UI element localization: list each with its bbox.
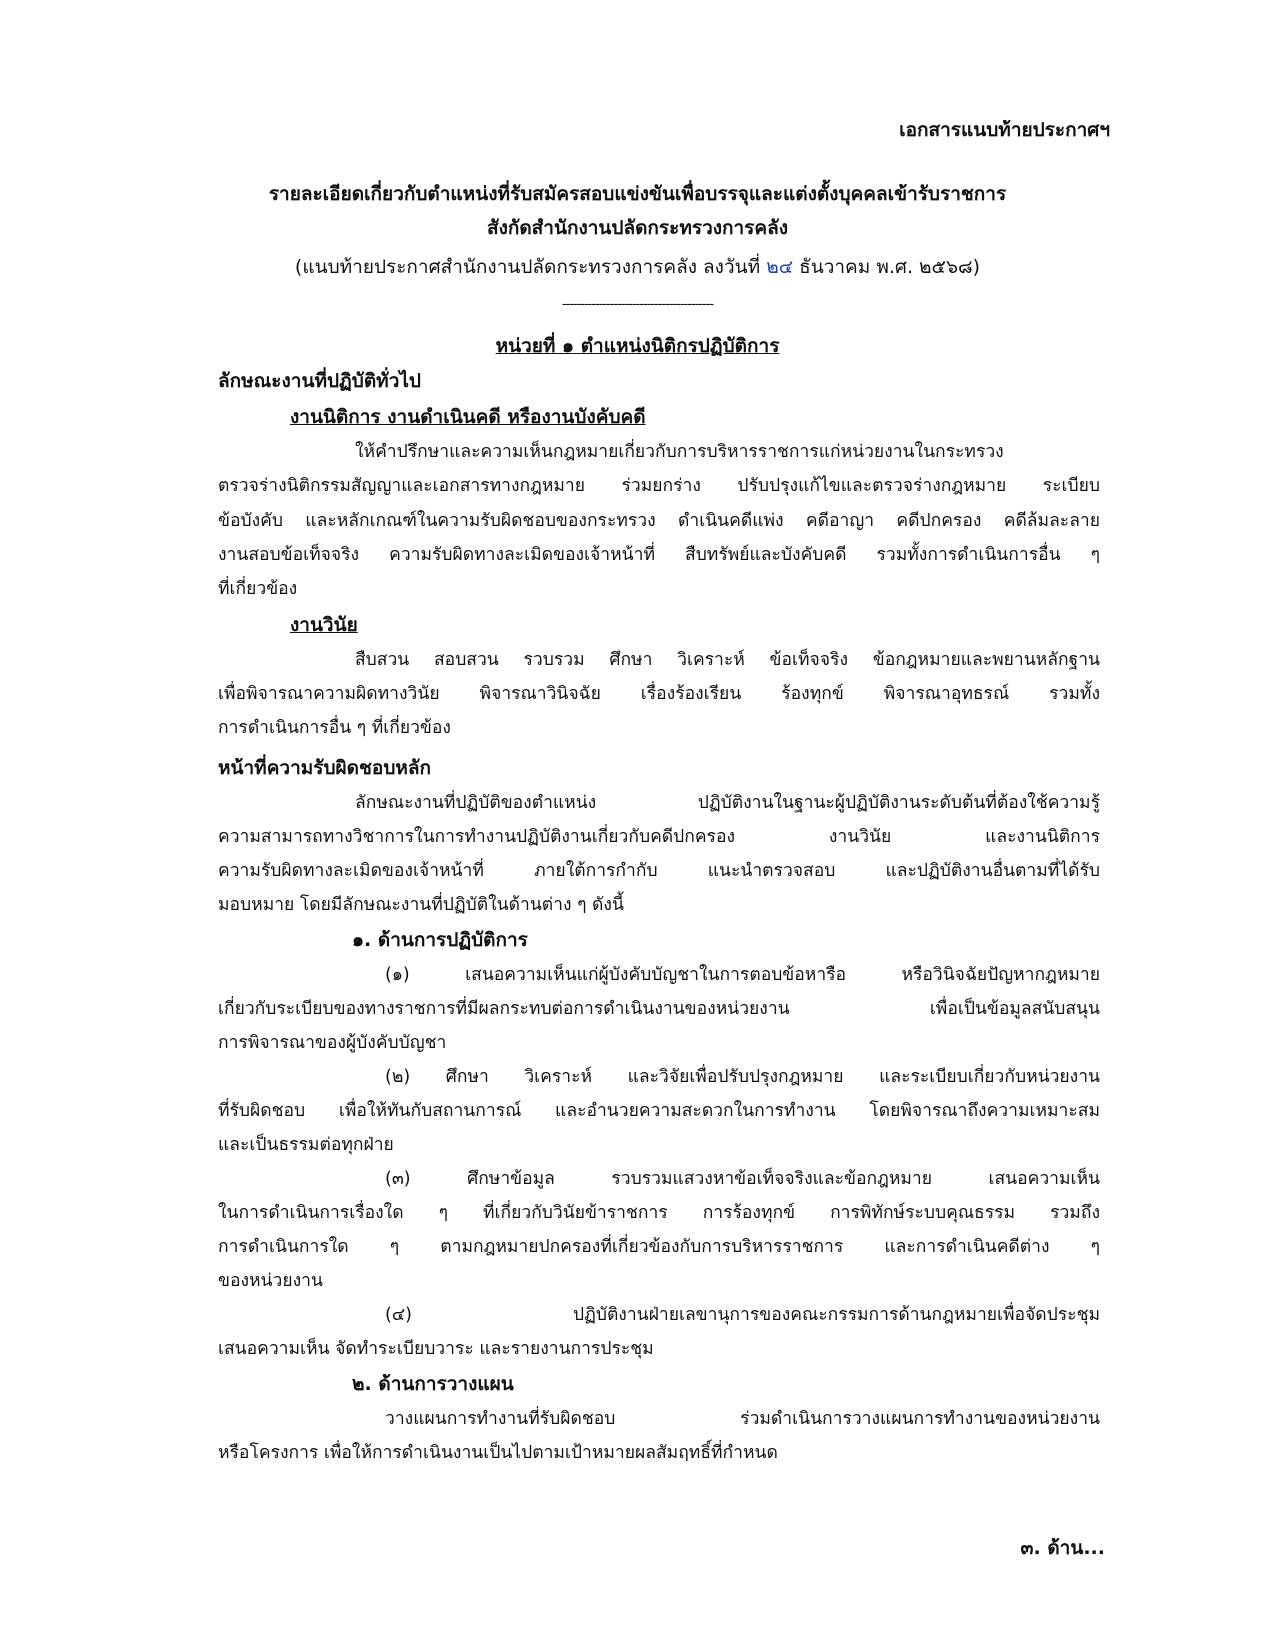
operations-item-3-line: ในการดำเนินการเรื่องใด ๆ ที่เกี่ยวกับวินัยข้าราชการ การร้องทุกข์ การพิทักษ์ระบบคุณธรรม รวมถึง: [218, 1203, 1100, 1223]
duties-intro-line: ความสามารถทางวิชาการในการทำงานปฏิบัติงานเกี่ยวกับคดีปกครอง งานวินัย และงานนิติการ: [218, 827, 1100, 847]
document-subtitle: [0, 252, 1275, 282]
discipline-work-heading: งานวินัย: [290, 614, 358, 636]
discipline-work-line: สืบสวน สอบสวน รวบรวม ศึกษา วิเคราะห์ ข้อเท็จจริง ข้อกฎหมายและพยานหลักฐาน: [355, 650, 1100, 670]
unit-title: หน่วยที่ ๑ ตำแหน่งนิติกรปฏิบัติการ: [495, 335, 780, 357]
operations-item-2-line: ที่รับผิดชอบ เพื่อให้ทันกับสถานการณ์ และอำนวยความสะดวกในการทำงาน โดยพิจารณาถึงความเหมาะสม: [218, 1101, 1100, 1121]
document-title-line-2: สังกัดสำนักงานปลัดกระทรวงการคลัง: [486, 217, 789, 239]
operations-item-4-line: (๔) ปฏิบัติงานฝ่ายเลขานุการของคณะกรรมการด้านกฎหมายเพื่อจัดประชุม: [385, 1305, 1100, 1325]
planning-heading: ๒. ด้านการวางแผน: [352, 1373, 514, 1395]
legal-work-heading: งานนิติการ งานดำเนินคดี หรืองานบังคับคดี: [290, 406, 646, 428]
legal-work-line: ตรวจร่างนิติกรรมสัญญาและเอกสารทางกฎหมาย ร่วมยกร่าง ปรับปรุงแก้ไขและตรวจร่างกฎหมาย ระเบียบ: [218, 476, 1100, 496]
subtitle-text-after-day: ธันวาคม พ.ศ. ๒๕๖๘): [793, 256, 981, 278]
operations-item-4-line: เสนอความเห็น จัดทำระเบียบวาระ และรายงานการประชุม: [218, 1339, 654, 1359]
attachment-label: เอกสารแนบท้ายประกาศฯ: [899, 119, 1110, 141]
planning-line: หรือโครงการ เพื่อให้การดำเนินงานเป็นไปตามเป้าหมายผลสัมฤทธิ์ที่กำหนด: [218, 1443, 778, 1463]
operations-item-3-line: การดำเนินการใด ๆ ตามกฎหมายปกครองที่เกี่ยวข้องกับการบริหารราชการ และการดำเนินคดีต่าง ๆ: [218, 1237, 1100, 1257]
legal-work-line: งานสอบข้อเท็จจริง ความรับผิดทางละเมิดของเจ้าหน้าที่ สืบทรัพย์และบังคับคดี รวมทั้งการดำเนินการอื่น ๆ: [218, 545, 1100, 565]
subtitle-day: ๒๔: [766, 256, 794, 278]
document-title-line-1: รายละเอียดเกี่ยวกับตำแหน่งที่รับสมัครสอบแข่งขันเพื่อบรรจุและแต่งตั้งบุคคลเข้ารับราชการ: [268, 183, 1007, 205]
general-work-heading: ลักษณะงานที่ปฏิบัติทั่วไป: [218, 370, 421, 392]
legal-work-line: ข้อบังคับ และหลักเกณฑ์ในความรับผิดชอบของกระทรวง ดำเนินคดีแพ่ง คดีอาญา คดีปกครอง คดีล้มละลาย: [218, 511, 1100, 531]
operations-item-2-line: และเป็นธรรมต่อทุกฝ่าย: [218, 1135, 394, 1155]
legal-work-line: ที่เกี่ยวข้อง: [218, 579, 298, 599]
discipline-work-line: การดำเนินการอื่น ๆ ที่เกี่ยวข้อง: [218, 718, 451, 738]
operations-item-1-line: (๑) เสนอความเห็นแก่ผู้บังคับบัญชาในการตอบข้อหารือ หรือวินิจฉัยปัญหากฎหมาย: [385, 965, 1100, 985]
operations-item-3-line: ของหน่วยงาน: [218, 1271, 323, 1291]
main-duties-heading: หน้าที่ความรับผิดชอบหลัก: [218, 757, 432, 779]
duties-intro-line: ลักษณะงานที่ปฏิบัติของตำแหน่ง ปฏิบัติงานในฐานะผู้ปฏิบัติงานระดับต้นที่ต้องใช้ความรู้: [355, 793, 1100, 813]
discipline-work-line: เพื่อพิจารณาความผิดทางวินัย พิจารณาวินิจฉัย เรื่องร้องเรียน ร้องทุกข์ พิจารณาอุทธรณ์ รวมทั้ง: [218, 684, 1100, 704]
subtitle-text-before-day: (แนบท้ายประกาศสำนักงานปลัดกระทรวงการคลัง ลงวันที่: [294, 256, 767, 278]
duties-intro-line: มอบหมาย โดยมีลักษณะงานที่ปฏิบัติในด้านต่าง ๆ ดังนี้: [218, 895, 624, 915]
operations-item-1-line: การพิจารณาของผู้บังคับบัญชา: [218, 1033, 447, 1053]
operations-item-3-line: (๓) ศึกษาข้อมูล รวบรวมแสวงหาข้อเท็จจริงและข้อกฎหมาย เสนอความเห็น: [385, 1169, 1100, 1189]
operations-heading: ๑. ด้านการปฏิบัติการ: [352, 929, 528, 951]
continuation-marker: ๓. ด้าน...: [1020, 1537, 1105, 1559]
operations-item-2-line: (๒) ศึกษา วิเคราะห์ และวิจัยเพื่อปรับปรุงกฎหมาย และระเบียบเกี่ยวกับหน่วยงาน: [385, 1067, 1100, 1087]
legal-work-line: ให้คำปรึกษาและความเห็นกฎหมายเกี่ยวกับการบริหารราชการแก่หน่วยงานในกระทรวง: [355, 442, 1004, 462]
separator-rule: -----------------------------------------: [561, 297, 714, 312]
duties-intro-line: ความรับผิดทางละเมิดของเจ้าหน้าที่ ภายใต้การกำกับ แนะนำตรวจสอบ และปฏิบัติงานอื่นตามที่ได้รับ: [218, 861, 1100, 881]
planning-line: วางแผนการทำงานที่รับผิดชอบ ร่วมดำเนินการวางแผนการทำงานของหน่วยงาน: [385, 1409, 1100, 1429]
operations-item-1-line: เกี่ยวกับระเบียบของทางราชการที่มีผลกระทบต่อการดำเนินงานของหน่วยงาน เพื่อเป็นข้อมูลสนับสนุน: [218, 999, 1100, 1019]
